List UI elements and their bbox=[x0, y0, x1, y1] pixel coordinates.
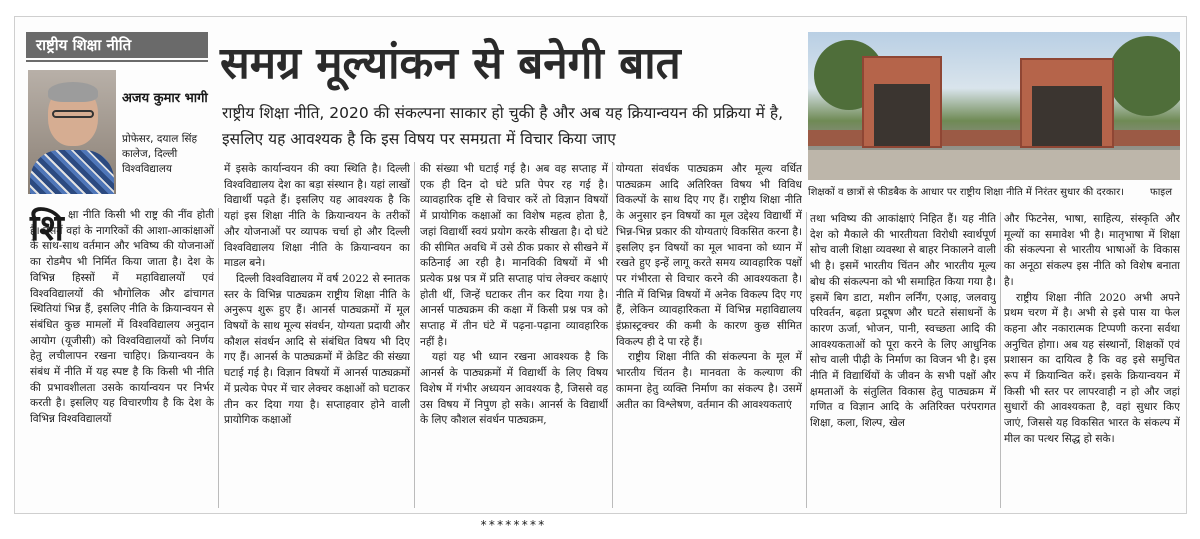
footer-separator: ******** bbox=[480, 518, 546, 532]
article-column-6 bbox=[1004, 212, 1180, 508]
author-name: अजय कुमार भागी bbox=[122, 91, 208, 106]
author-photo-hair bbox=[48, 82, 98, 102]
author-photo bbox=[28, 70, 116, 194]
paragraph: में इसके कार्यान्वयन की क्या स्थिति है। दिल्ली विश्वविद्यालय देश का बड़ा संस्थान है। यहां लाखों विद्यार्थी पढ़ते हैं। इसलिए यह आवश्यक है कि यहां इस शिक्षा नीति के क्रियान्वयन के तरीकों और योजनाओं पर व्यापक चर्चा हो और दिल्ली विश्वविद्यालय शिक्षा नीति के क्रियान्वयन का माडल बने। bbox=[224, 163, 410, 270]
article-column-1 bbox=[30, 208, 214, 508]
article-column-2 bbox=[224, 162, 410, 508]
article-column-4 bbox=[616, 162, 802, 508]
paragraph: क्षा नीति किसी भी राष्ट्र की नींव होती है। उसमें वहां के नागरिकों की आशा-आकांक्षाओं के साथ-साथ वर्तमान और भविष्य की योजनाओं का रोडमैप भी निर्मित किया जाता है। देश के विभिन्न हिस्सों में महाविद्यालयों एवं विश्वविद्यालयों की भौगोलिक और ढांचागत स्थितियां भिन्न हैं, इसलिए नीति के क्रियान्वयन से संबंधित कुछ मामलों में विश्वविद्यालय अनुदान आयोग (यूजीसी) को विश्वविद्यालयों को निर्णय हेतु लचीलापन रखना चाहिए। क्रियान्वयन के संबंध में नीति में यह स्पष्ट है कि किसी भी नीति की प्रभावशीलता उसके कार्यान्वयन पर निर्भर करती है। इसलिए यह विचारणीय है कि देश के विभिन्न विश्वविद्यालयों bbox=[30, 209, 214, 426]
photo-caption bbox=[808, 184, 1180, 202]
paragraph: राष्ट्रीय शिक्षा नीति की संकल्पना के मूल में भारतीय चिंतन है। मानवता के कल्याण की कामना हेतु व्यक्ति निर्माण का संकल्प है। उसमें अतीत का विश्लेषण, वर्तमान की आवश्यकताएं bbox=[616, 351, 802, 411]
column-divider bbox=[218, 208, 219, 508]
author-designation: प्रोफेसर, दयाल सिंह कालेज, दिल्ली विश्वविद्यालय bbox=[122, 133, 198, 175]
drop-cap: शि bbox=[30, 208, 64, 249]
photo-gate-right bbox=[1020, 58, 1114, 148]
column-divider bbox=[612, 162, 613, 508]
photo-credit: फाइल bbox=[1150, 187, 1172, 198]
paragraph: और फिटनेस, भाषा, साहित्य, संस्कृति और मूल्यों का समावेश भी है। मातृभाषा में शिक्षा की संकल्पना से भारतीय भाषाओं के विकास का अनूठा संकल्प इस नीति को विशेष बनाता है। bbox=[1004, 213, 1180, 288]
author-photo-glasses bbox=[52, 110, 94, 118]
article-subheadline: राष्ट्रीय शिक्षा नीति, 2020 की संकल्पना साकार हो चुकी है और अब यह क्रियान्वयन की प्रक्रिया में है, इसलिए यह आवश्यक है कि इस विषय पर समग्रता में विचार किया जाए bbox=[222, 104, 784, 148]
article-column-5 bbox=[810, 212, 996, 508]
article-column-3 bbox=[420, 162, 608, 508]
photo-caption-text: शिक्षकों व छात्रों से फीडबैक के आधार पर राष्ट्रीय शिक्षा नीति में निरंतर सुधार की दरकार। bbox=[808, 187, 1124, 198]
column-divider bbox=[1000, 212, 1001, 508]
paragraph: की संख्या भी घटाई गई है। अब वह सप्ताह में एक ही दिन दो घंटे प्रति पेपर रह गई है। व्यावहारिक दृष्टि से विचार करें तो विज्ञान विषयों में प्रायोगिक कक्षाओं का विशेष महत्व होता है, जहां विद्यार्थी स्वयं प्रयोग करके सीखता है। दो घंटे की सीमित अवधि में उसे ठीक प्रकार से सीखने में कठिनाई आ रही है। मानविकी विषयों में भी प्रत्येक प्रश्न पत्र में प्रति सप्ताह पांच लेक्चर कक्षाएं होती थीं, जिन्हें घटाकर तीन कर दिया गया है। आनर्स पाठ्यक्रम की कक्षा में किसी प्रश्न पत्र को सप्ताह में तीन घंटे में पढ़ना-पढ़ाना व्यावहारिक नहीं है। bbox=[420, 163, 608, 348]
photo-tree bbox=[1108, 36, 1180, 116]
paragraph: दिल्ली विश्वविद्यालय में वर्ष 2022 से स्नातक स्तर के विभिन्न पाठ्यक्रम राष्ट्रीय शिक्षा नीति के अनुरूप शुरू हुए हैं। आनर्स पाठ्यक्रमों में मूल विषयों के साथ मूल्य संवर्धन, योग्यता प्रदायी और कौशल संवर्धन आदि से संबंधित विषय भी दिए गए हैं। आनर्स के पाठ्यक्रमों में क्रेडिट की संख्या घटाई गई है। विज्ञान विषयों में आनर्स पाठ्यक्रमों में प्रत्येक पेपर में चार लेक्चर कक्षाओं को घटाकर तीन कर दिया गया है। सप्ताहवार होने वाली प्रायोगिक कक्षाओं bbox=[224, 272, 410, 427]
article-headline: समग्र मूल्यांकन से बनेगी बात bbox=[220, 38, 681, 89]
paragraph: राष्ट्रीय शिक्षा नीति 2020 अभी अपने प्रथम चरण में है। अभी से इसे पास या फेल कहना और नकारात्मक टिप्पणी करना सर्वथा अनुचित होगा। अब यह संस्थानों, शिक्षकों एवं प्रशासन का दायित्व है कि वह इसे समुचित रूप में क्रियान्वित करें। इसके क्रियान्वयन में किसी भी स्तर पर लापरवाही न हो और जहां सुधारों की आवश्यकता है, वहां सुधार किए जाएं, जिससे यह विकसित भारत के संकल्प में मील का पत्थर सिद्ध हो सके। bbox=[1004, 291, 1180, 445]
paragraph: तथा भविष्य की आकांक्षाएं निहित हैं। यह नीति देश को मैकाले की भारतीयता विरोधी स्वार्थपूर्ण सोच वाली शिक्षा व्यवस्था से बाहर निकालने वाली भी है। इसमें भारतीय चिंतन और भारतीय मूल्य बोध की संकल्पना को भी समाहित किया गया है। इसमें बिग डाटा, मशीन लर्निंग, एआइ, जलवायु परिवर्तन, बढ़ता प्रदूषण और घटते संसाधनों के कारण ऊर्जा, भोजन, पानी, स्वच्छता आदि की आवश्यकताओं को पूरा करने के लिए आधुनिक सोच वाली पीढ़ी के निर्माण का विजन भी है। इस नीति में विद्यार्थियों के जीवन के सभी पक्षों और क्षमताओं के संतुलित विकास हेतु पाठ्यक्रम में गणित व विज्ञान आदि के अतिरिक्त परंपरागत शिक्षा, कला, शिल्प, खेल bbox=[810, 213, 996, 430]
column-divider bbox=[806, 212, 807, 508]
article-photo bbox=[808, 32, 1180, 180]
paragraph: यहां यह भी ध्यान रखना आवश्यक है कि आनर्स के पाठ्यक्रमों में विद्यार्थी के लिए विषय विशेष में गंभीर अध्ययन आवश्यक है, जिससे वह उस विषय में निपुण हो सके। आनर्स के विद्यार्थी के लिए कौशल संवर्धन पाठ्यक्रम, bbox=[420, 351, 608, 427]
author-photo-shirt bbox=[30, 150, 114, 194]
paragraph: योग्यता संवर्धक पाठ्यक्रम और मूल्य वर्धित पाठ्यक्रम आदि अतिरिक्त विषय भी विविध विकल्पों के साथ दिए गए हैं। राष्ट्रीय शिक्षा नीति के अनुसार इन विषयों का मूल उद्देश्य विद्यार्थी में भिन्न-भिन्न प्रकार की योग्यताएं विकसित करना है। इसलिए इन विषयों का मूल भावना को ध्यान में रखते हुए इन्हें लागू करते समय व्यावहारिक पक्षों पर गंभीरता से विचार करने की आवश्यकता है। नीति में विभिन्न विषयों में अनेक विकल्प दिए गए हैं, लेकिन व्यावहारिकता में विभिन्न महाविद्यालय इंफ्रास्ट्रक्चर की कमी के कारण कुछ सीमित विकल्प ही दे पा रहे हैं। bbox=[616, 163, 802, 348]
section-tag-underline bbox=[26, 60, 208, 62]
section-tag: राष्ट्रीय शिक्षा नीति bbox=[26, 32, 208, 58]
column-divider bbox=[414, 162, 415, 508]
photo-road bbox=[808, 150, 1180, 180]
photo-gate-left bbox=[862, 56, 942, 148]
